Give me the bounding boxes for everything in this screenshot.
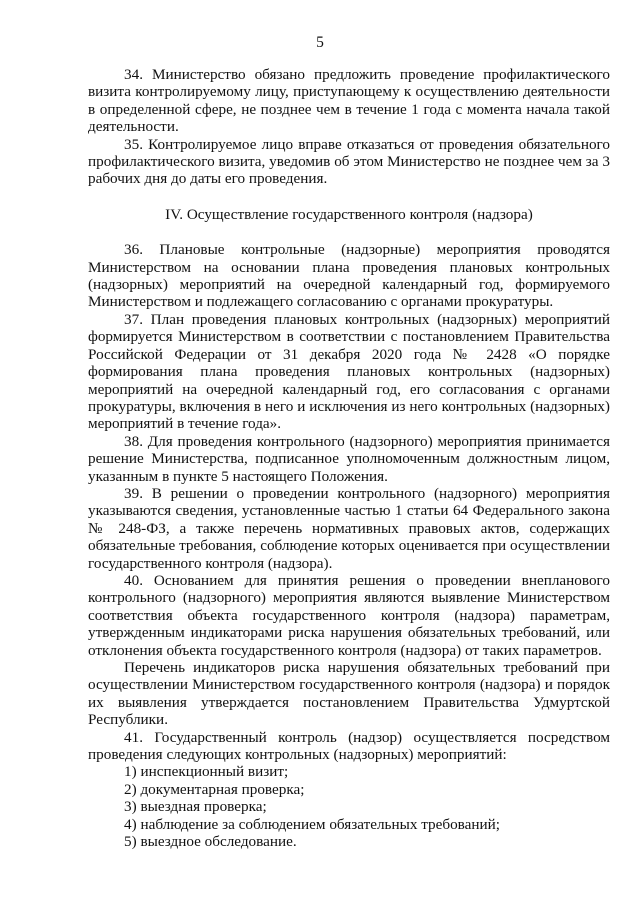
paragraph-34: 34. Министерство обязано предложить проведение профилактического визита контролируемому лицу, приступающему к осуществлению деятельности в определенной сфере, не позднее чем в течение 1 года с момента начала такой деятельности.: [88, 66, 610, 136]
paragraph-41: 41. Государственный контроль (надзор) осуществляется посредством проведения следующих контрольных (надзорных) мероприятий:: [88, 728, 610, 764]
paragraph-indicators: Перечень индикаторов риска нарушения обязательных требований при осуществлении Министерством государственного контроля (надзора) и порядок их выявления утверждается постановлением Правительства Удмуртской Республики.: [88, 659, 610, 729]
paragraph-36: 36. Плановые контрольные (надзорные) мероприятия проводятся Министерством на основании плана проведения плановых контрольных (надзорных) мероприятий на очередной календарный год, формируемого Министерством и подлежащего согласованию с органами прокуратуры.: [88, 241, 610, 311]
section-heading: IV. Осуществление государственного контроля (надзора): [165, 205, 533, 223]
list-item: 4) наблюдение за соблюдением обязательных требований;: [124, 815, 500, 833]
list-item: 5) выездное обследование.: [124, 833, 297, 851]
paragraph-38: 38. Для проведения контрольного (надзорного) мероприятия принимается решение Министерства, подписанное уполномоченным должностным лицом, указанным в пункте 5 настоящего Положения.: [88, 432, 610, 485]
document-body: [88, 66, 610, 850]
paragraph-35: 35. Контролируемое лицо вправе отказаться от проведения обязательного профилактического визита, уведомив об этом Министерство не позднее чем за 3 рабочих дня до даты его проведения.: [88, 135, 610, 188]
list-item: 1) инспекционный визит;: [124, 763, 289, 781]
paragraph-40: 40. Основанием для принятия решения о проведении внепланового контрольного (надзорного) мероприятия являются выявление Министерством соответствия объекта государственного контроля (надзора) параметрам, утвержденным индикаторами риска нарушения обязательных требований, или отклонения объекта государственного контроля (надзора) от таких параметров.: [88, 571, 610, 659]
paragraph-39: 39. В решении о проведении контрольного (надзорного) мероприятия указываются сведения, установленные частью 1 статьи 64 Федерального закона № 248-ФЗ, а также перечень нормативных правовых актов, содержащих обязательные требования, соблюдение которых оценивается при осуществлении государственного контроля (надзора).: [88, 484, 610, 572]
list-item: 2) документарная проверка;: [124, 780, 305, 798]
list-item: 3) выездная проверка;: [124, 798, 267, 816]
paragraph-37: 37. План проведения плановых контрольных (надзорных) мероприятий формируется Министерством в соответствии с постановлением Правительства Российской Федерации от 31 декабря 2020 года № 2428 «О порядке формирования плана проведения плановых контрольных (надзорных) мероприятий на очередной календарный год, его согласования с органами прокуратуры, включения в него и исключения из него контрольных (надзорных) мероприятий в течение года».: [88, 310, 610, 433]
page-number: 5: [316, 34, 324, 51]
